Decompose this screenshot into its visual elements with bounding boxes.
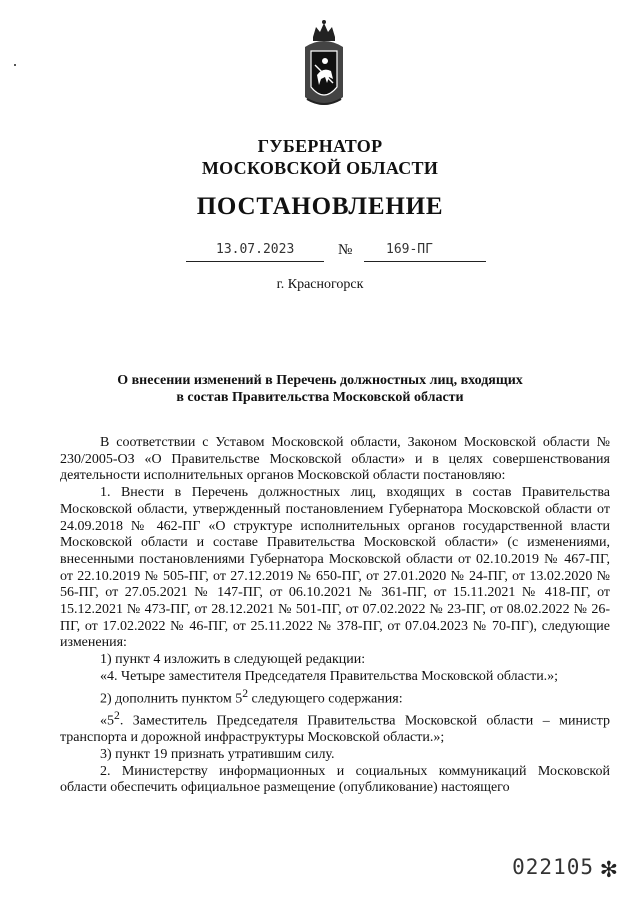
date-underline <box>186 261 324 262</box>
city: г. Красногорск <box>276 277 364 292</box>
subitem-2-text: 2) дополнить пунктом 5 <box>100 691 243 707</box>
issuer-title-line2: МОСКОВСКОЙ ОБЛАСТИ <box>201 158 439 178</box>
paragraph-subitem-1: 1) пункт 4 изложить в следующей редакции: <box>100 652 366 668</box>
scan-speck <box>14 64 16 66</box>
document-type: ПОСТАНОВЛЕНИЕ <box>196 193 444 220</box>
subject-line1: О внесении изменений в Перечень должностных лиц, входящих <box>117 373 523 388</box>
decree-date: 13.07.2023 <box>216 242 295 257</box>
quote-5-2-text: . Заместитель Председателя Правительства Московской области – министр транспорта и дорожной инфраструктуры Московской области.»; <box>60 713 610 746</box>
paragraph-subitem-2 <box>60 686 610 708</box>
date-number-line <box>186 240 486 266</box>
paragraph-subitem-3: 3) пункт 19 признать утратившим силу. <box>100 746 335 762</box>
document-body <box>60 435 610 797</box>
paragraph-preamble: В соответствии с Уставом Московской области, Законом Московской области № 230/2005-ОЗ «О Правительстве Московской области» и в целях совершенствования деятельности исполнительных органов Московской области постановляю: <box>60 435 610 484</box>
number-underline <box>364 261 486 262</box>
decree-number: 169-ПГ <box>386 242 433 257</box>
paragraph-item-1: 1. Внести в Перечень должностных лиц, входящих в состав Правительства Московской области, утвержденный постановлением Губернатора Московской области от 24.09.2018 № 462-ПГ «О структуре исполнительных органов государственной власти Московской области и составе Правительства Московской области» (с изменениями, внесенными постановлениями Губернатора Московской области от 02.10.2019 № 467-ПГ, от 22.10.2019 № 505-ПГ, от 27.12.2019 № 650-ПГ, от 27.01.2020 № 24-ПГ, от 13.02.2020 № 56-ПГ, от 27.05.2021 № 147-ПГ, от 06.10.2021 № 361-ПГ, от 15.11.2021 № 418-ПГ, от 15.12.2021 № 473-ПГ, от 28.12.2021 № 501-ПГ, от 07.02.2022 № 23-ПГ, от 08.02.2022 № 26-ПГ, от 17.02.2022 № 46-ПГ, от 25.11.2022 № 378-ПГ, от 07.04.2023 № 70-ПГ), следующие изменения: <box>60 485 610 651</box>
paragraph-quote-5-2 <box>60 708 610 747</box>
superscript: 2 <box>242 686 249 700</box>
coat-of-arms-icon <box>299 17 349 117</box>
number-sign: № <box>338 242 353 258</box>
paragraph-item-2: 2. Министерству информационных и социальных коммуникаций Московской области обеспечить официальное размещение (опубликование) настоящего <box>60 763 610 796</box>
paragraph-quote-4: «4. Четыре заместителя Председателя Правительства Московской области.»; <box>100 668 559 684</box>
quote-5-2-start: «5 <box>100 713 114 729</box>
asterisk-icon: ✻ <box>599 858 618 883</box>
issuer-title-line1: ГУБЕРНАТОР <box>257 136 383 156</box>
subject-line2: в состав Правительства Московской области <box>176 390 464 405</box>
superscript: 2 <box>114 708 120 722</box>
subitem-2-text-end: следующего содержания: <box>248 691 403 707</box>
serial-number: 022105 <box>512 855 594 879</box>
